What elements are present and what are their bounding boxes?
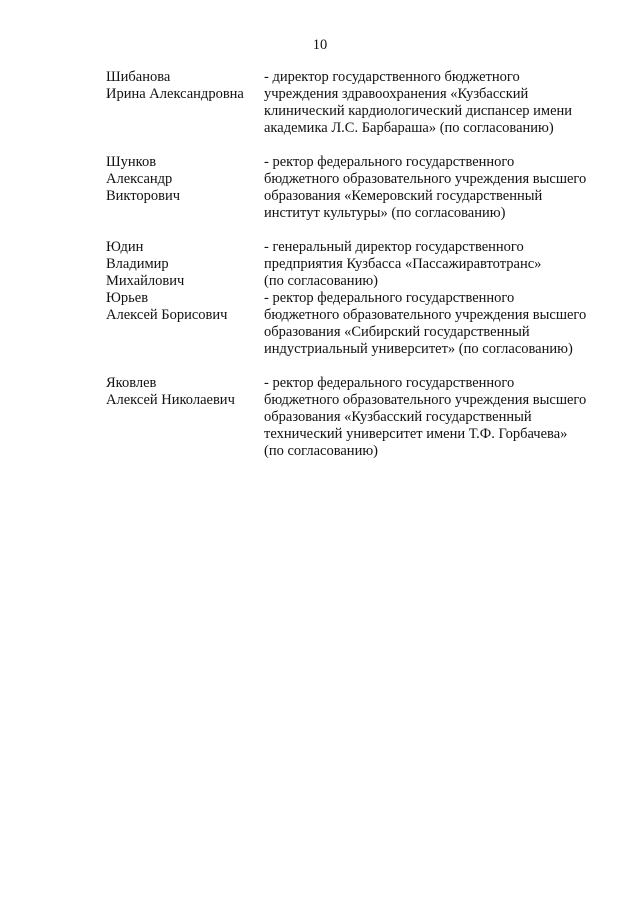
member-position-line: предприятия Кузбасса «Пассажиравтотранс» xyxy=(264,256,542,272)
page-number: 10 xyxy=(312,37,328,53)
member-name xyxy=(106,290,264,358)
member-position-line: академика Л.С. Барбараша» (по согласованию) xyxy=(264,120,554,136)
member-position-line: - ректор федерального государственного xyxy=(264,154,515,170)
member-name-line: Владимир xyxy=(106,256,169,272)
member-position-line: учреждения здравоохранения «Кузбасский xyxy=(264,86,529,102)
member-name-line: Шибанова xyxy=(106,69,171,85)
member-position-line: клинический кардиологический диспансер имени xyxy=(264,103,573,119)
member-position-line: образования «Кузбасский государственный xyxy=(264,409,532,425)
member-entry xyxy=(106,375,626,460)
member-name-line: Шунков xyxy=(106,154,157,170)
member-position-line: (по согласованию) xyxy=(264,273,378,289)
member-position xyxy=(264,375,624,460)
member-name-line: Алексей Борисович xyxy=(106,307,228,323)
member-name-line: Ирина Александровна xyxy=(106,86,244,102)
member-position-line: институт культуры» (по согласованию) xyxy=(264,205,506,221)
member-entry xyxy=(106,239,626,290)
member-name-line: Викторович xyxy=(106,188,181,204)
member-position-line: индустриальный университет» (по согласованию) xyxy=(264,341,573,357)
member-position-line: - ректор федерального государственного xyxy=(264,375,515,391)
member-entry xyxy=(106,154,626,222)
member-entry xyxy=(106,69,626,137)
member-name xyxy=(106,154,264,222)
member-position-line: - ректор федерального государственного xyxy=(264,290,515,306)
member-name-line: Михайлович xyxy=(106,273,185,289)
member-name-line: Юрьев xyxy=(106,290,149,306)
member-name-line: Алексей Николаевич xyxy=(106,392,235,408)
member-position-line: образования «Кемеровский государственный xyxy=(264,188,543,204)
member-name xyxy=(106,69,264,137)
member-position-line: бюджетного образовательного учреждения высшего xyxy=(264,171,587,187)
member-position xyxy=(264,239,624,290)
member-position-line: - директор государственного бюджетного xyxy=(264,69,520,85)
member-position-line: бюджетного образовательного учреждения высшего xyxy=(264,392,587,408)
member-name-line: Александр xyxy=(106,171,173,187)
member-position xyxy=(264,69,624,137)
member-name xyxy=(106,375,264,460)
member-position-line: бюджетного образовательного учреждения высшего xyxy=(264,307,587,323)
member-name-line: Яковлев xyxy=(106,375,157,391)
member-position-line: (по согласованию) xyxy=(264,443,378,459)
member-position xyxy=(264,154,624,222)
member-list xyxy=(106,69,626,460)
member-name-line: Юдин xyxy=(106,239,144,255)
member-name xyxy=(106,239,264,290)
member-position-line: технический университет имени Т.Ф. Горбачева» xyxy=(264,426,568,442)
member-entry xyxy=(106,290,626,358)
member-position-line: образования «Сибирский государственный xyxy=(264,324,530,340)
member-position-line: - генеральный директор государственного xyxy=(264,239,524,255)
member-position xyxy=(264,290,624,358)
